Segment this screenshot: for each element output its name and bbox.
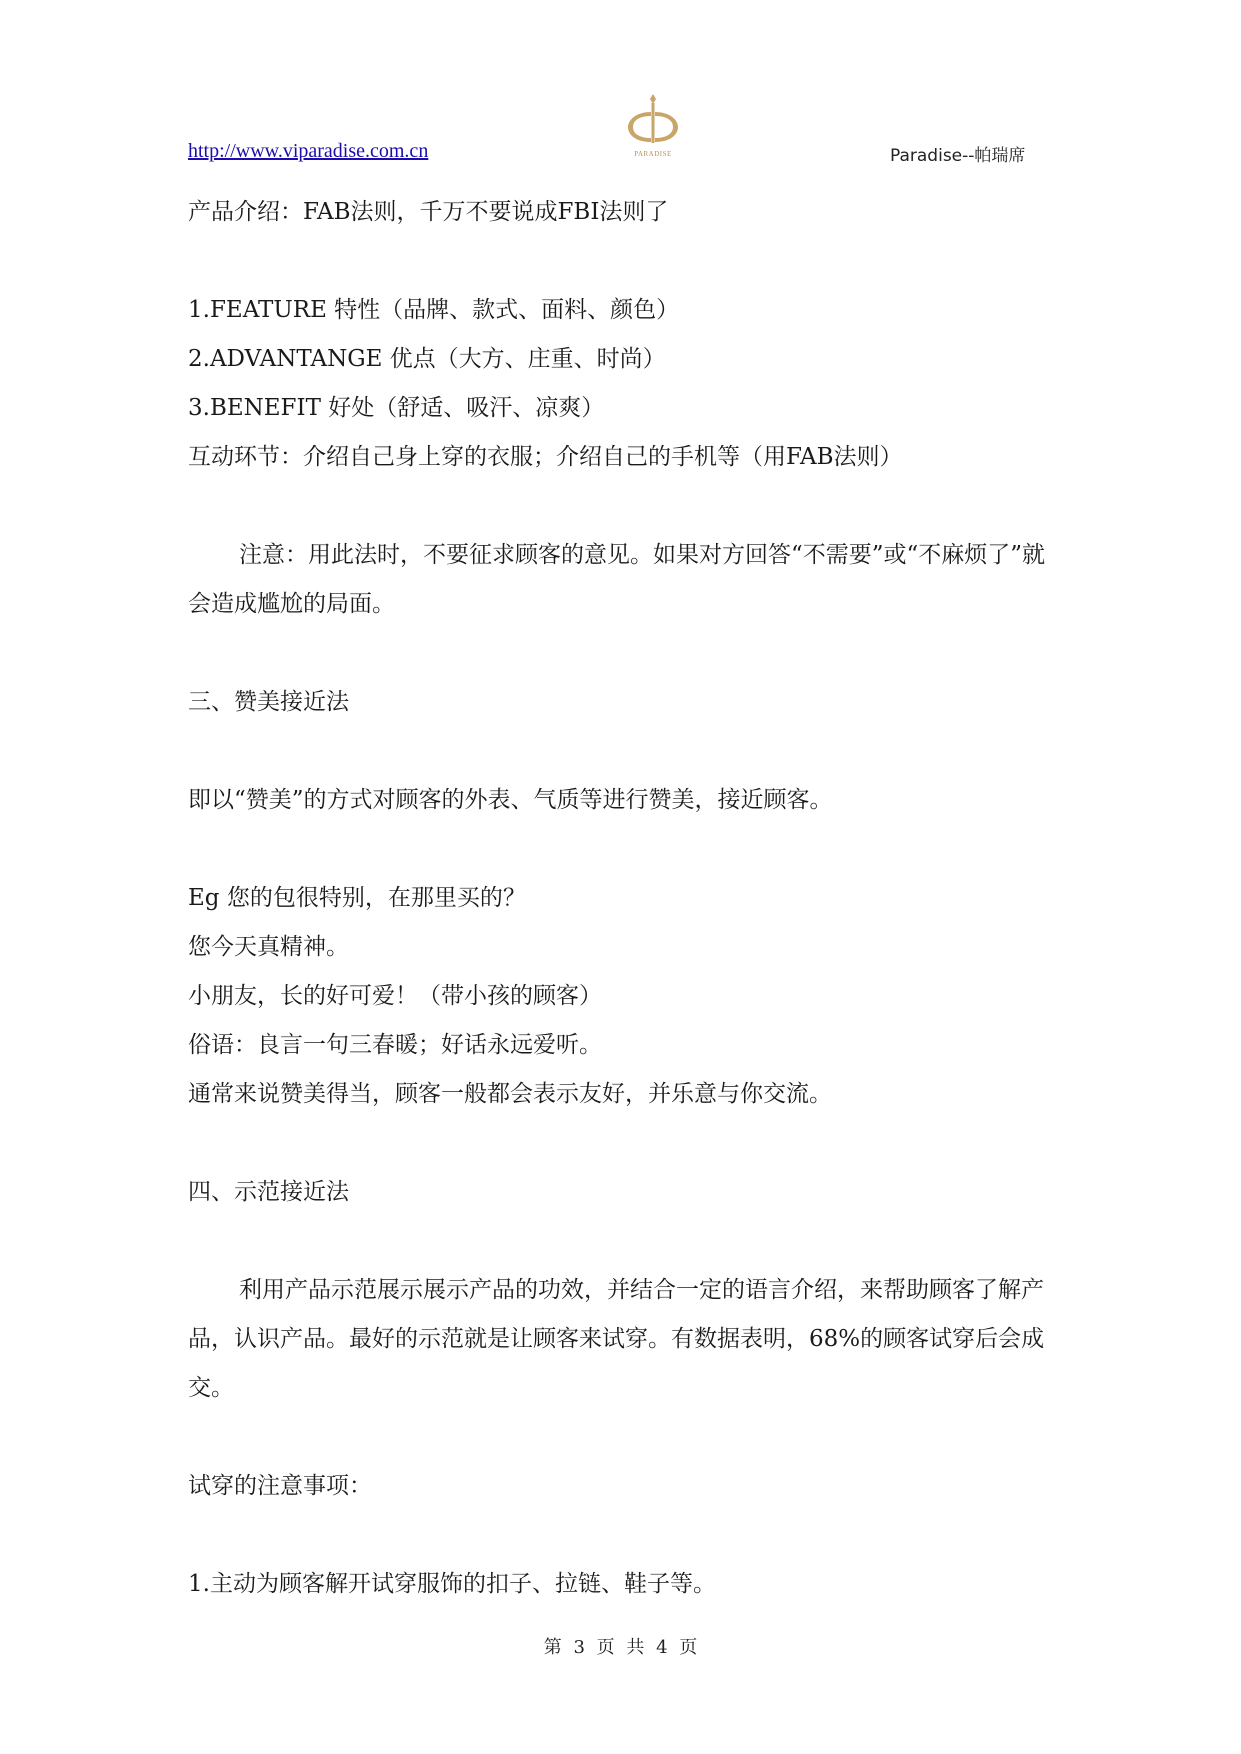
paradise-logo: PARADISE <box>622 94 684 162</box>
example-line-3: 小朋友，长的好可爱！（带小孩的顾客） <box>188 983 602 1009</box>
example-line-1: Eg 您的包很特别，在那里买的？ <box>188 885 526 911</box>
example-line-4: 俗语：良言一句三春暖；好话永远爱听。 <box>188 1032 602 1058</box>
trial-title: 试穿的注意事项： <box>188 1473 372 1499</box>
fab-feature: 1.FEATURE 特性（品牌、款式、面料、颜色） <box>188 297 680 323</box>
section4-title: 四、示范接近法 <box>188 1179 349 1205</box>
example-line-2: 您今天真精神。 <box>188 934 349 960</box>
interaction-paragraph: 互动环节：介绍自己身上穿的衣服；介绍自己的手机等（用FAB法则） <box>188 444 903 470</box>
fab-advantage: 2.ADVANTANGE 优点（大方、庄重、时尚） <box>188 346 666 372</box>
section3-title: 三、赞美接近法 <box>188 689 349 715</box>
section4-desc: 利用产品示范展示展示产品的功效，并结合一定的语言介绍，来帮助顾客了解产品，认识产品。最好的示范就是让顾客来试穿。有数据表明，68%的顾客试穿后会成交。 <box>188 1277 1045 1401</box>
intro-paragraph: 产品介绍：FAB法则，千万不要说成FBI法则了 <box>188 199 669 225</box>
page-number: 第 3 页 共 4 页 <box>543 1637 698 1658</box>
section3-desc: 即以“赞美”的方式对顾客的外表、气质等进行赞美，接近顾客。 <box>188 787 833 813</box>
note-paragraph: 注意：用此法时，不要征求顾客的意见。如果对方回答“不需要”或“不麻烦了”就会造成尴尬的局面。 <box>188 542 1046 617</box>
header-url-link[interactable]: http://www.viparadise.com.cn <box>188 140 429 162</box>
trial-item-1: 1.主动为顾客解开试穿服饰的扣子、拉链、鞋子等。 <box>188 1571 716 1597</box>
example-line-5: 通常来说赞美得当，顾客一般都会表示友好，并乐意与你交流。 <box>188 1081 832 1107</box>
fab-benefit: 3.BENEFIT 好处（舒适、吸汗、凉爽） <box>188 395 605 421</box>
header-brand: Paradise--帕瑞席 <box>890 146 1026 166</box>
